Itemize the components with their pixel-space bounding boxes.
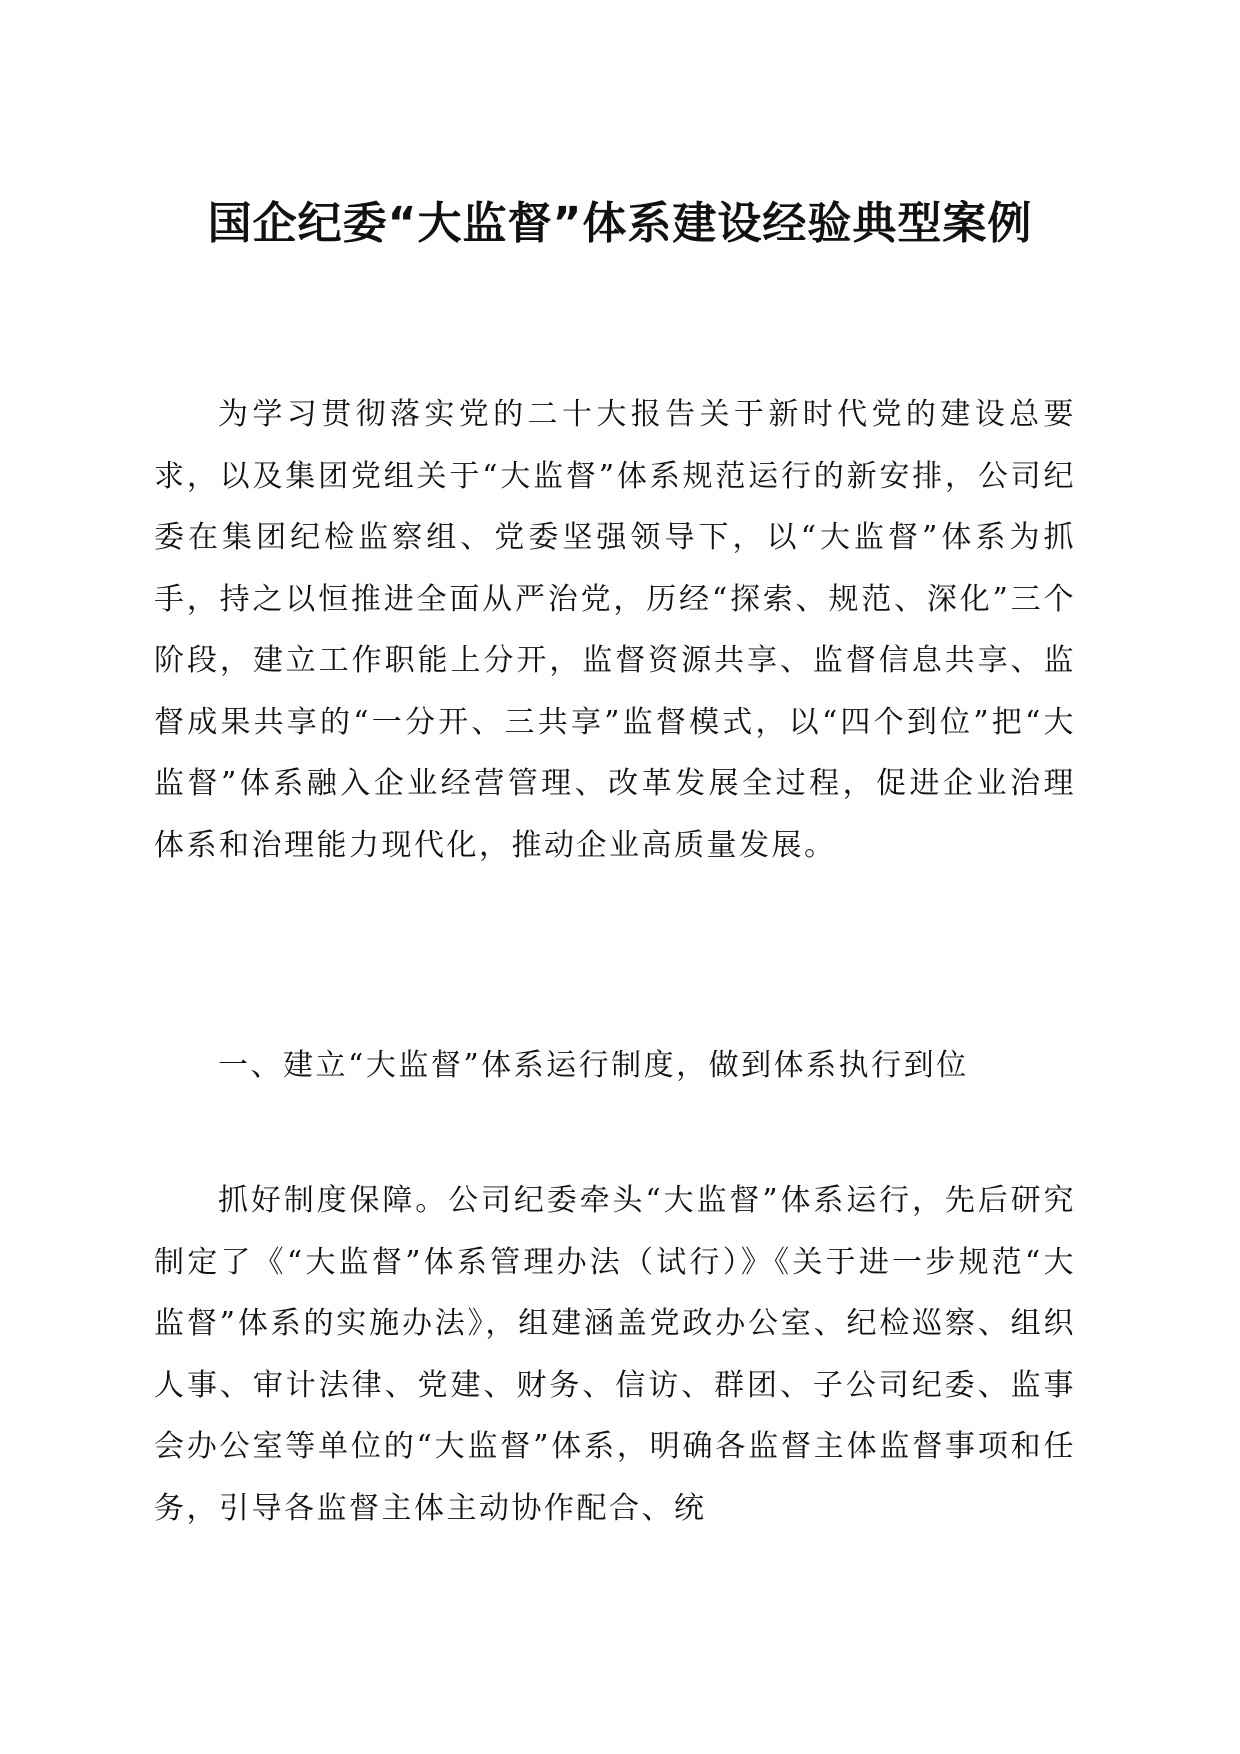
document-title: 国企纪委“大监督”体系建设经验典型案例 [207,198,1033,249]
body-paragraph: 抓好制度保障。公司纪委牵头“大监督”体系运行，先后研究制定了《“大监督”体系管理办法（试行）》《关于进一步规范“大监督”体系的实施办法》，组建涵盖党政办公室、纪检巡察、组织人事、审计法律、党建、财务、信访、群团、子公司纪委、监事会办公室等单位的“大监督”体系，明确各监督主体监督事项和任务，引导各监督主体主动协作配合、统 [154,1183,1076,1526]
section-heading: 一、建立“大监督”体系运行制度，做到体系执行到位 [218,1048,969,1083]
intro-paragraph: 为学习贯彻落实党的二十大报告关于新时代党的建设总要求，以及集团党组关于“大监督”体系规范运行的新安排，公司纪委在集团纪检监察组、党委坚强领导下，以“大监督”体系为抓手，持之以恒推进全面从严治党，历经“探索、规范、深化”三个阶段，建立工作职能上分开，监督资源共享、监督信息共享、监督成果共享的“一分开、三共享”监督模式，以“四个到位”把“大监督”体系融入企业经营管理、改革发展全过程，促进企业治理体系和治理能力现代化，推动企业高质量发展。 [154,397,1076,863]
